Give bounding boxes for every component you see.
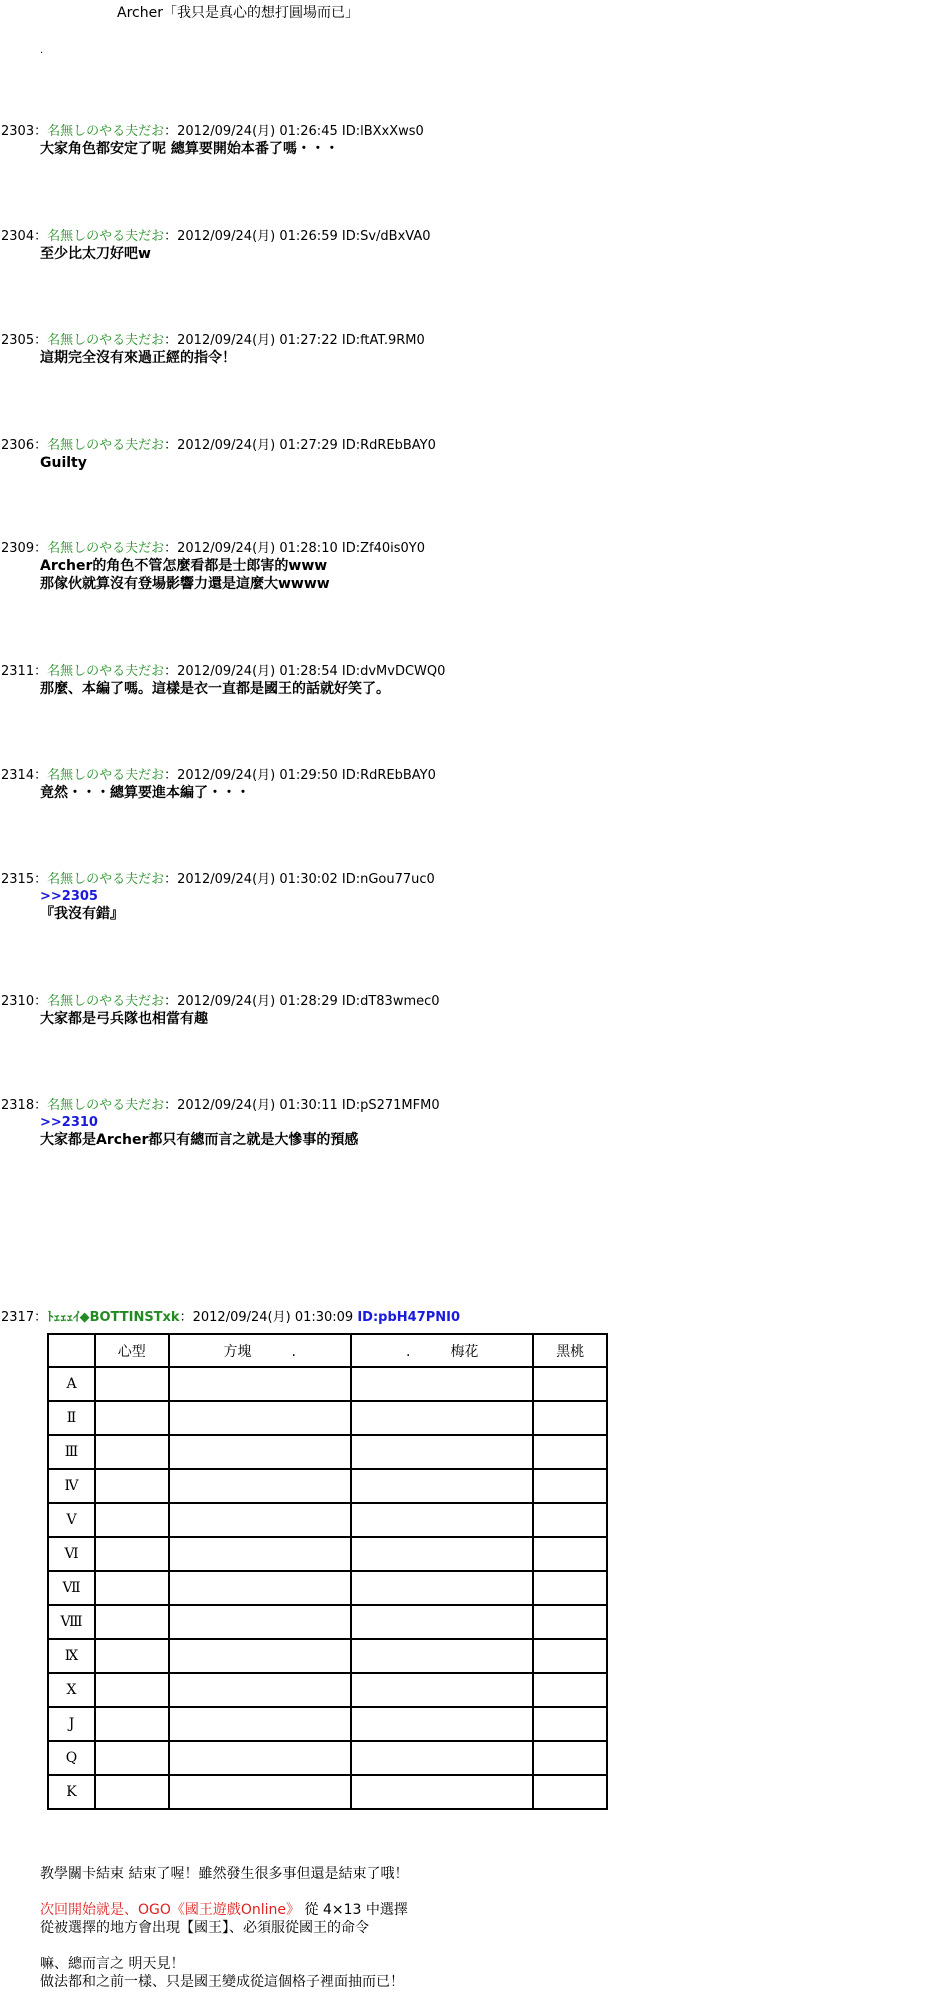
grid-cell (95, 1435, 169, 1469)
post (1, 767, 436, 802)
footer-line-rest: 從 4×13 中選擇 (300, 1902, 408, 1918)
footer-line: 做法都和之前一樣、只是國王變成從這個格子裡面抽而已！ (40, 1974, 404, 1990)
row-label: Ⅸ (48, 1639, 95, 1673)
post-number: 2304 (1, 229, 35, 244)
separator: ： (164, 124, 178, 139)
post (1, 663, 445, 698)
separator: ： (164, 1098, 178, 1113)
row-label: Ⅳ (48, 1469, 95, 1503)
separator: ： (164, 333, 178, 348)
grid-cell (95, 1401, 169, 1435)
table-row (48, 1639, 607, 1673)
table-row (48, 1503, 607, 1537)
table-row (48, 1367, 607, 1401)
separator: ： (34, 541, 48, 556)
poster-name[interactable]: 名無しのやる夫だお (47, 1098, 165, 1113)
post-header (1, 993, 440, 1010)
post-header (1, 1097, 440, 1114)
table-header-row (48, 1334, 607, 1367)
grid-cell (95, 1673, 169, 1707)
post-body (40, 454, 436, 472)
poster-id[interactable]: ID:pbH47PNI0 (357, 1310, 461, 1325)
post-line: 大家角色都安定了呢 總算要開始本番了嗎・・・ (40, 141, 339, 157)
post-line: 大家都是弓兵隊也相當有趣 (40, 1011, 208, 1027)
intro-dot: . (40, 45, 44, 56)
separator: ： (34, 768, 48, 783)
post-date: 2012/09/24(月) 01:26:45 ID:lBXxXws0 (177, 124, 424, 139)
post-body (40, 1114, 440, 1149)
grid-cell (95, 1605, 169, 1639)
grid-cell (533, 1673, 607, 1707)
separator: ： (34, 994, 48, 1009)
grid-cell (351, 1469, 533, 1503)
card-grid-table (47, 1333, 608, 1810)
grid-cell (351, 1775, 533, 1809)
post (1, 993, 440, 1028)
separator: ： (34, 333, 48, 348)
separator: ： (34, 872, 48, 887)
next-announcement: 次回開始就是、OGO《國王遊戲Online》 (40, 1902, 301, 1918)
grid-cell (533, 1537, 607, 1571)
grid-cell (351, 1537, 533, 1571)
table-row (48, 1673, 607, 1707)
separator: ： (164, 768, 178, 783)
post-date: 2012/09/24(月) 01:28:54 ID:dvMvDCWQ0 (177, 664, 446, 679)
table-row (48, 1571, 607, 1605)
grid-cell (351, 1741, 533, 1775)
author-post-header (1, 1309, 460, 1326)
separator: ： (164, 664, 178, 679)
poster-name[interactable]: 名無しのやる夫だお (47, 541, 165, 556)
poster-name[interactable]: 名無しのやる夫だお (47, 438, 165, 453)
post-header (1, 871, 435, 888)
poster-name[interactable]: 名無しのやる夫だお (47, 994, 165, 1009)
post-date: 2012/09/24(月) 01:30:02 ID:nGou77uc0 (177, 872, 435, 887)
reply-anchor-link[interactable]: >>2310 (40, 1115, 98, 1130)
tripcode: ◆BOTTINSTxk (79, 1310, 180, 1325)
post-number: 2306 (1, 438, 35, 453)
post (1, 228, 431, 263)
grid-cell (533, 1435, 607, 1469)
grid-cell (95, 1707, 169, 1741)
column-header-spades: 黑桃 (533, 1334, 607, 1367)
post-line: Guilty (40, 455, 87, 471)
post-number: 2310 (1, 994, 35, 1009)
stray-dot: . (291, 1343, 296, 1360)
intro-line: Archer「我只是真心的想打圓場而已」 (117, 5, 359, 21)
reply-anchor-link[interactable]: >>2305 (40, 889, 98, 904)
separator: ： (34, 664, 48, 679)
post-body (40, 680, 445, 698)
post-date: 2012/09/24(月) 01:28:10 ID:Zf40is0Y0 (177, 541, 425, 556)
post-header (1, 540, 425, 557)
footer-line (40, 1901, 408, 1919)
post-header (1, 663, 445, 680)
post-body (40, 557, 425, 593)
grid-cell (95, 1639, 169, 1673)
post-date: 2012/09/24(月) 01:27:29 ID:RdREbBAY0 (177, 438, 436, 453)
grid-cell (533, 1401, 607, 1435)
post-line: 竟然・・・總算要進本編了・・・ (40, 785, 250, 801)
grid-cell (533, 1469, 607, 1503)
separator: ： (34, 438, 48, 453)
corner-cell (48, 1334, 95, 1367)
table-row (48, 1469, 607, 1503)
post-body (40, 888, 435, 923)
grid-cell (95, 1537, 169, 1571)
grid-cell (95, 1741, 169, 1775)
post-header (1, 228, 431, 245)
separator: ： (179, 1310, 193, 1325)
table-row (48, 1741, 607, 1775)
grid-cell (169, 1605, 351, 1639)
grid-cell (533, 1605, 607, 1639)
grid-cell (533, 1571, 607, 1605)
grid-cell (169, 1537, 351, 1571)
table-row (48, 1537, 607, 1571)
separator: ： (34, 124, 48, 139)
post (1, 1097, 440, 1149)
grid-cell (533, 1707, 607, 1741)
poster-name[interactable]: 名無しのやる夫だお (47, 124, 165, 139)
grid-cell (95, 1367, 169, 1401)
separator: ： (164, 541, 178, 556)
column-header-clubs: . 梅花 (351, 1334, 533, 1367)
post-body (40, 245, 431, 263)
grid-cell (169, 1401, 351, 1435)
post-body (40, 140, 424, 158)
separator: ： (34, 1098, 48, 1113)
grid-cell (95, 1503, 169, 1537)
post-date: 2012/09/24(月) 01:30:11 ID:pS271MFM0 (177, 1098, 440, 1113)
poster-name[interactable]: 名無しのやる夫だお (47, 333, 165, 348)
row-label: Ⅴ (48, 1503, 95, 1537)
row-label: Ⅵ (48, 1537, 95, 1571)
separator: ： (34, 229, 48, 244)
post-body (40, 1010, 440, 1028)
footer-line: 嘛、總而言之 明天見！ (40, 1956, 185, 1972)
row-label: K (48, 1775, 95, 1809)
grid-cell (95, 1571, 169, 1605)
grid-cell (351, 1639, 533, 1673)
grid-cell (351, 1673, 533, 1707)
grid-cell (533, 1503, 607, 1537)
grid-cell (533, 1367, 607, 1401)
post-number: 2315 (1, 872, 35, 887)
post (1, 871, 435, 923)
post-number: 2309 (1, 541, 35, 556)
grid-cell (351, 1571, 533, 1605)
post-body (40, 784, 436, 802)
grid-cell (169, 1673, 351, 1707)
row-label: Ⅲ (48, 1435, 95, 1469)
row-label: A (48, 1367, 95, 1401)
post-number: 2314 (1, 768, 35, 783)
grid-cell (351, 1605, 533, 1639)
table-row (48, 1435, 607, 1469)
post-header (1, 123, 424, 140)
post-body (40, 349, 425, 367)
grid-cell (169, 1435, 351, 1469)
post (1, 437, 436, 472)
grid-cell (533, 1639, 607, 1673)
footer-line: 教學關卡結束 結束了喔！雖然發生很多事但還是結束了哦！ (40, 1866, 409, 1882)
grid-cell (169, 1571, 351, 1605)
table-row (48, 1605, 607, 1639)
grid-cell (95, 1469, 169, 1503)
grid-cell (169, 1639, 351, 1673)
table-row (48, 1707, 607, 1741)
column-header-hearts: 心型 (95, 1334, 169, 1367)
grid-cell (169, 1503, 351, 1537)
row-label: Q (48, 1741, 95, 1775)
post-date: 2012/09/24(月) 01:26:59 ID:Sv/dBxVA0 (177, 229, 431, 244)
separator: ： (164, 994, 178, 1009)
separator: ： (34, 1310, 48, 1325)
poster-name[interactable]: 名無しのやる夫だお (47, 664, 165, 679)
row-label: Ⅶ (48, 1571, 95, 1605)
post-number: 2318 (1, 1098, 35, 1113)
table-row (48, 1401, 607, 1435)
grid-cell (351, 1503, 533, 1537)
poster-name[interactable]: 名無しのやる夫だお (47, 229, 165, 244)
post (1, 332, 425, 367)
grid-cell (169, 1775, 351, 1809)
post-date: 2012/09/24(月) 01:30:09 (192, 1310, 354, 1325)
post-header (1, 767, 436, 784)
post-line: 那傢伙就算沒有登場影響力還是這麼大wwww (40, 576, 330, 592)
row-label: Ⅹ (48, 1673, 95, 1707)
column-header-diamonds: 方塊 . (169, 1334, 351, 1367)
poster-name[interactable]: ﾄｪｪｪｲ (47, 1310, 80, 1325)
post-number: 2305 (1, 333, 35, 348)
footer-line: 從被選擇的地方會出現【國王】、必須服從國王的命令 (40, 1920, 369, 1936)
post-line: Archer的角色不管怎麼看都是士郎害的www (40, 558, 328, 574)
row-label: J (48, 1707, 95, 1741)
grid-cell (169, 1741, 351, 1775)
separator: ： (164, 229, 178, 244)
post-line: 大家都是Archer都只有總而言之就是大慘事的預感 (40, 1132, 359, 1148)
grid-cell (169, 1469, 351, 1503)
grid-cell (351, 1707, 533, 1741)
grid-cell (533, 1775, 607, 1809)
separator: ： (164, 438, 178, 453)
post (1, 540, 425, 593)
post-header (1, 437, 436, 454)
post-date: 2012/09/24(月) 01:29:50 ID:RdREbBAY0 (177, 768, 436, 783)
grid-cell (169, 1367, 351, 1401)
post-number: 2311 (1, 664, 35, 679)
row-label: Ⅷ (48, 1605, 95, 1639)
grid-cell (351, 1367, 533, 1401)
grid-cell (351, 1401, 533, 1435)
grid-cell (533, 1741, 607, 1775)
post-line: 這期完全沒有來過正經的指令！ (40, 350, 236, 366)
post-date: 2012/09/24(月) 01:27:22 ID:ftAT.9RM0 (177, 333, 425, 348)
table-row (48, 1775, 607, 1809)
footer-text (40, 1865, 408, 1991)
separator: ： (164, 872, 178, 887)
stray-dot: . (405, 1343, 411, 1360)
post-line: 『我沒有錯』 (40, 906, 124, 922)
row-label: Ⅱ (48, 1401, 95, 1435)
post-date: 2012/09/24(月) 01:28:29 ID:dT83wmec0 (177, 994, 440, 1009)
post (1, 123, 424, 158)
post-line: 那麼、本編了嗎。這樣是衣一直都是國王的話就好笑了。 (40, 681, 390, 697)
grid-cell (351, 1435, 533, 1469)
post-line: 至少比太刀好吧w (40, 246, 151, 262)
grid-cell (95, 1775, 169, 1809)
grid-cell (169, 1707, 351, 1741)
post-number: 2303 (1, 124, 35, 139)
poster-name[interactable]: 名無しのやる夫だお (47, 872, 165, 887)
post-header (1, 332, 425, 349)
poster-name[interactable]: 名無しのやる夫だお (47, 768, 165, 783)
post-number: 2317 (1, 1310, 35, 1325)
